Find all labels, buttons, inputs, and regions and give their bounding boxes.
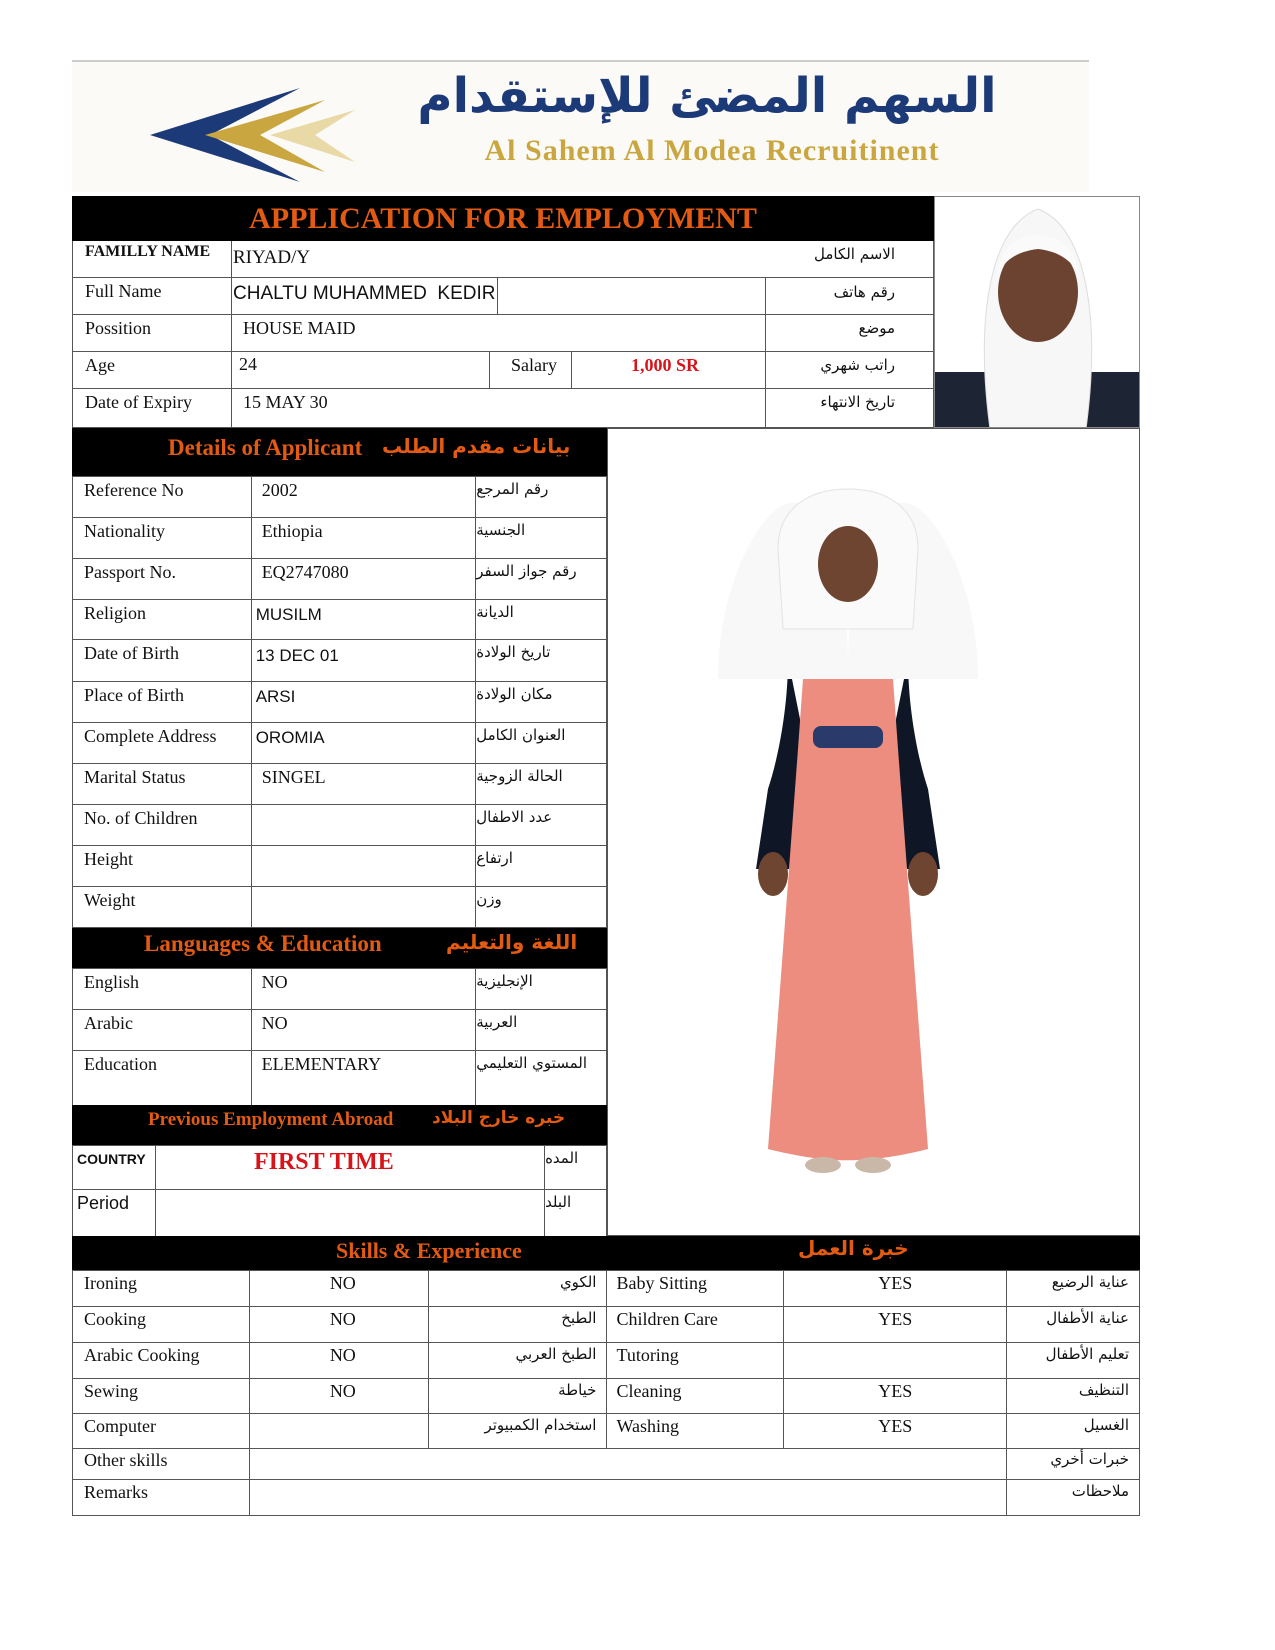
- applicant-headshot: [934, 196, 1140, 428]
- languages-title-ar: اللغة والتعليم: [446, 930, 578, 954]
- country-arabic: المده: [545, 1146, 607, 1190]
- detail-arabic: عدد الاطفال: [476, 805, 607, 846]
- skill-arabic: تعليم الأطفال: [1007, 1343, 1140, 1379]
- brand-english-name: Al Sahem Al Modea Recruitinent: [484, 134, 940, 167]
- other-skills-value: [249, 1449, 1006, 1480]
- country-label: COUNTRY: [73, 1146, 156, 1190]
- table-row: [73, 887, 607, 928]
- salary-value: 1,000 SR: [631, 355, 700, 375]
- family-name-arabic: الاسم الكامل: [813, 245, 895, 263]
- age-value: 24: [239, 354, 257, 374]
- languages-header: [72, 928, 607, 968]
- detail-value: [251, 805, 476, 846]
- detail-arabic: رقم جواز السفر: [476, 559, 607, 600]
- detail-arabic: الجنسية: [476, 518, 607, 559]
- full-name-value: CHALTU MUHAMMED KEDIR: [233, 283, 496, 304]
- education-value: ELEMENTARY: [251, 1051, 476, 1106]
- remarks-arabic: ملاحظات: [1007, 1480, 1140, 1516]
- detail-arabic: رقم المرجع: [476, 477, 607, 518]
- table-row: [73, 1379, 1140, 1414]
- table-row: [73, 805, 607, 846]
- remarks-label: Remarks: [73, 1480, 250, 1516]
- skill-arabic: التنظيف: [1007, 1379, 1140, 1414]
- education-label: Education: [73, 1051, 252, 1106]
- skill-arabic: عناية الأطفال: [1007, 1307, 1140, 1343]
- language-arabic: الإنجليزية: [476, 969, 607, 1010]
- previous-title-ar: خبره خارج البلاد: [432, 1108, 566, 1128]
- logo-banner: [72, 60, 1089, 192]
- skill-label: Computer: [73, 1414, 250, 1449]
- previous-employment-header: [72, 1105, 607, 1145]
- full-name-label: Full Name: [85, 281, 162, 301]
- table-row: [73, 1480, 1140, 1516]
- table-row: [73, 559, 607, 600]
- skill-label: Washing: [607, 1414, 784, 1449]
- table-row: [73, 1146, 607, 1190]
- details-table: [72, 476, 607, 928]
- table-row: [73, 1449, 1140, 1480]
- arrow-logo-icon: [150, 80, 370, 190]
- skill-arabic: خياطة: [428, 1379, 607, 1414]
- expiry-value: 15 MAY 30: [243, 392, 328, 412]
- detail-arabic: الحالة الزوجية: [476, 764, 607, 805]
- language-label: English: [73, 969, 252, 1010]
- skill-label: Cooking: [73, 1307, 250, 1343]
- applicant-full-photo: [607, 428, 1140, 1236]
- previous-title-en: Previous Employment Abroad: [148, 1109, 394, 1130]
- table-row: [73, 1414, 1140, 1449]
- table-row: [73, 600, 607, 640]
- detail-label: Complete Address: [73, 723, 252, 764]
- detail-arabic: مكان الولادة: [476, 682, 607, 723]
- language-arabic: العربية: [476, 1010, 607, 1051]
- detail-label: Place of Birth: [73, 682, 252, 723]
- table-row: [73, 477, 607, 518]
- skill-arabic: الكوي: [428, 1271, 607, 1307]
- skill-value: NO: [249, 1379, 428, 1414]
- table-row: [73, 1307, 1140, 1343]
- detail-value: [251, 846, 476, 887]
- form-title-bar: [72, 196, 934, 241]
- language-value: NO: [251, 1010, 476, 1051]
- skills-header: [72, 1236, 1140, 1270]
- detail-arabic: ارتفاع: [476, 846, 607, 887]
- detail-value: OROMIA: [251, 723, 476, 764]
- skill-arabic: الغسيل: [1007, 1414, 1140, 1449]
- detail-label: No. of Children: [73, 805, 252, 846]
- family-name-label: FAMILLY NAME: [85, 243, 211, 260]
- skill-value: [249, 1414, 428, 1449]
- table-row: [73, 846, 607, 887]
- skill-value: YES: [784, 1307, 1007, 1343]
- details-title-en: Details of Applicant: [168, 435, 363, 460]
- brand-arabic-name: السهم المضئ للإستقدام: [417, 68, 997, 124]
- full-name-arabic: رقم هاتف: [833, 283, 895, 301]
- detail-label: Passport No.: [73, 559, 252, 600]
- skill-value: NO: [249, 1343, 428, 1379]
- detail-label: Weight: [73, 887, 252, 928]
- detail-arabic: وزن: [476, 887, 607, 928]
- salary-arabic: راتب شهري: [820, 356, 895, 374]
- top-info-block: [72, 241, 934, 428]
- period-arabic: البلد: [545, 1190, 607, 1237]
- detail-label: Marital Status: [73, 764, 252, 805]
- detail-label: Date of Birth: [73, 640, 252, 682]
- skill-arabic: استخدام الكمبيوتر: [428, 1414, 607, 1449]
- detail-label: Nationality: [73, 518, 252, 559]
- skill-value: YES: [784, 1271, 1007, 1307]
- education-arabic: المستوي التعليمي: [476, 1051, 607, 1106]
- detail-label: Religion: [73, 600, 252, 640]
- table-row: [73, 1271, 1140, 1307]
- detail-arabic: تاريخ الولادة: [476, 640, 607, 682]
- skill-arabic: الطبخ: [428, 1307, 607, 1343]
- detail-value: Ethiopia: [251, 518, 476, 559]
- skills-title-en: Skills & Experience: [336, 1238, 522, 1263]
- detail-arabic: الديانة: [476, 600, 607, 640]
- table-row: [73, 518, 607, 559]
- period-value: [155, 1190, 544, 1237]
- other-skills-arabic: خبرات أخري: [1007, 1449, 1140, 1480]
- table-row: [73, 1343, 1140, 1379]
- skill-label: Cleaning: [607, 1379, 784, 1414]
- skill-value: NO: [249, 1307, 428, 1343]
- detail-label: Reference No: [73, 477, 252, 518]
- table-row: [73, 682, 607, 723]
- age-label: Age: [85, 355, 115, 375]
- table-row: [73, 764, 607, 805]
- expiry-arabic: تاريخ الانتهاء: [820, 393, 895, 411]
- skills-title-ar: خبرة العمل: [798, 1236, 909, 1260]
- skill-label: Tutoring: [607, 1343, 784, 1379]
- table-row: [73, 640, 607, 682]
- skill-value: YES: [784, 1379, 1007, 1414]
- details-title-ar: بيانات مقدم الطلب: [382, 434, 571, 458]
- country-value: FIRST TIME: [155, 1146, 544, 1190]
- skill-value: NO: [249, 1271, 428, 1307]
- other-skills-label: Other skills: [73, 1449, 250, 1480]
- detail-value: EQ2747080: [251, 559, 476, 600]
- skill-arabic: عناية الرضيع: [1007, 1271, 1140, 1307]
- position-arabic: موضع: [858, 319, 895, 337]
- salary-label: Salary: [511, 355, 557, 375]
- detail-value: 13 DEC 01: [251, 640, 476, 682]
- detail-label: Height: [73, 846, 252, 887]
- language-value: NO: [251, 969, 476, 1010]
- detail-value: 2002: [251, 477, 476, 518]
- skill-label: Ironing: [73, 1271, 250, 1307]
- skill-label: Arabic Cooking: [73, 1343, 250, 1379]
- position-value: HOUSE MAID: [243, 318, 356, 338]
- language-label: Arabic: [73, 1010, 252, 1051]
- languages-table: [72, 968, 607, 1106]
- family-name-value: RIYAD/Y: [233, 247, 311, 268]
- skill-value: [784, 1343, 1007, 1379]
- detail-value: [251, 887, 476, 928]
- skills-table: [72, 1270, 1140, 1516]
- details-header: [72, 428, 607, 476]
- languages-title-en: Languages & Education: [144, 931, 382, 956]
- skill-label: Children Care: [607, 1307, 784, 1343]
- position-label: Possition: [85, 318, 152, 338]
- previous-employment-table: [72, 1145, 607, 1237]
- period-label: Period: [73, 1190, 156, 1237]
- table-row: [73, 723, 607, 764]
- table-row: [73, 969, 607, 1010]
- table-row: [73, 1190, 607, 1237]
- expiry-label: Date of Expiry: [85, 392, 192, 412]
- detail-value: SINGEL: [251, 764, 476, 805]
- detail-arabic: العنوان الكامل: [476, 723, 607, 764]
- skill-label: Baby Sitting: [607, 1271, 784, 1307]
- table-row: [73, 1010, 607, 1051]
- skill-label: Sewing: [73, 1379, 250, 1414]
- detail-value: ARSI: [251, 682, 476, 723]
- form-title: APPLICATION FOR EMPLOYMENT: [249, 202, 757, 235]
- skill-value: YES: [784, 1414, 1007, 1449]
- table-row: [73, 1051, 607, 1106]
- skill-arabic: الطبخ العربي: [428, 1343, 607, 1379]
- remarks-value: [249, 1480, 1006, 1516]
- detail-value: MUSILM: [251, 600, 476, 640]
